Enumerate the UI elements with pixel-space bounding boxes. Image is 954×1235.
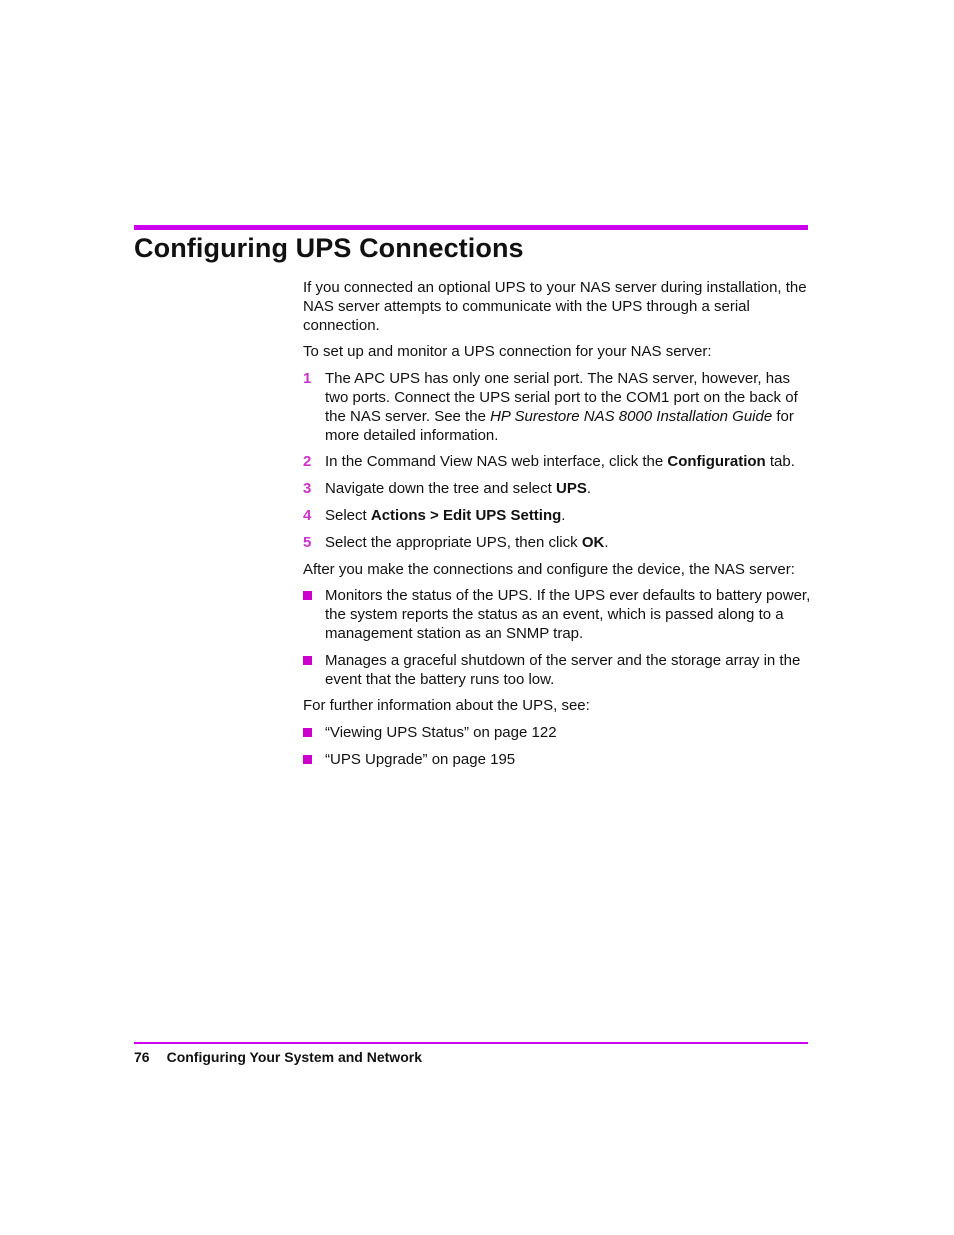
body-content [303,279,813,778]
page-number: 76 [134,1049,150,1065]
step-item [303,453,813,472]
intro-paragraph: If you connected an optional UPS to your NAS server during installation, the NAS server attempts to communicate with the UPS through a serial connection. [303,279,807,334]
setup-paragraph: To set up and monitor a UPS connection for your NAS server: [303,343,712,361]
bullet-list-monitoring [303,587,813,689]
list-item [303,652,813,690]
step-item [303,507,813,526]
step-number: 5 [303,533,312,551]
square-bullet-icon [303,591,312,600]
footer-section-title: Configuring Your System and Network [166,1049,422,1065]
footer-rule [134,1042,808,1044]
step-text: Select the appropriate UPS, then click OK. [325,533,609,551]
header-rule [134,225,808,230]
page-footer [134,1049,422,1065]
further-paragraph: For further information about the UPS, see: [303,697,590,715]
list-item [303,751,813,770]
step-number: 3 [303,480,312,498]
step-number: 1 [303,370,312,388]
square-bullet-icon [303,656,312,665]
step-text: In the Command View NAS web interface, click the Configuration tab. [325,453,795,471]
list-item [303,724,813,743]
list-item [303,587,813,643]
step-item [303,534,813,553]
after-paragraph: After you make the connections and configure the device, the NAS server: [303,560,795,578]
cross-reference-link[interactable]: “UPS Upgrade” on page 195 [325,750,516,768]
step-item [303,480,813,499]
square-bullet-icon [303,755,312,764]
page-title: Configuring UPS Connections [134,233,524,263]
cross-reference-link[interactable]: “Viewing UPS Status” on page 122 [325,724,557,742]
bullet-list-references [303,724,813,770]
step-number: 4 [303,506,312,524]
list-item-text: Monitors the status of the UPS. If the UPS ever defaults to battery power, the system reports the status as an event, which is passed along to a management station as an SNMP trap. [325,587,811,642]
step-number: 2 [303,453,312,471]
step-text: The APC UPS has only one serial port. The NAS server, however, has two ports. Connect the UPS serial port to the COM1 port on the back of the NAS server. See the HP Surestore NAS 8000 Installation Guide for more detailed information. [325,370,798,444]
square-bullet-icon [303,728,312,737]
list-item-text: Manages a graceful shutdown of the server and the storage array in the event that the battery runs too low. [325,651,801,688]
step-text: Select Actions > Edit UPS Setting. [325,506,566,524]
step-text: Navigate down the tree and select UPS. [325,480,591,498]
step-item [303,370,813,445]
steps-list [303,370,813,552]
